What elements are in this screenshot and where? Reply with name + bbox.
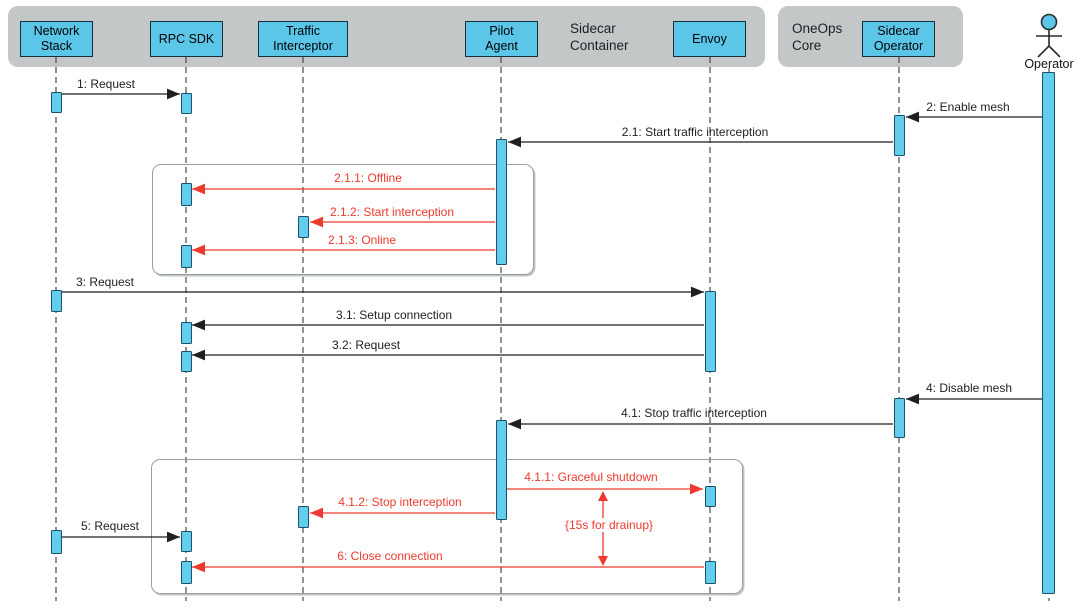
message-label-4: 4: Disable mesh — [925, 381, 1013, 395]
participant-box-sidecar-operator — [862, 21, 935, 57]
message-label-2.1.2: 2.1.2: Start interception — [329, 205, 455, 219]
activation-bar-rpc-sdk — [181, 351, 192, 372]
message-label-1: 1: Request — [76, 77, 136, 91]
participant-label-line: Sidecar — [877, 24, 920, 38]
activation-bar-rpc-sdk — [181, 322, 192, 344]
activation-bar-rpc-sdk — [181, 531, 192, 552]
message-label-3: 3: Request — [75, 275, 135, 289]
actor-head — [1042, 15, 1057, 30]
actor-label-operator: Operator — [1024, 57, 1074, 71]
participant-label-line: Stack — [40, 39, 73, 53]
participant-box-network-stack — [20, 21, 93, 57]
activation-bar-rpc-sdk — [181, 183, 192, 206]
duration-constraint-label: {15s for drainup} — [562, 518, 656, 532]
activation-bar-envoy — [705, 291, 716, 372]
participant-label-line: Interceptor — [273, 39, 333, 53]
activation-bar-pilot-agent — [496, 139, 507, 265]
group-sidecar-container — [8, 6, 765, 67]
participant-label-line: Operator — [873, 39, 924, 53]
activation-bar-network-stack — [51, 290, 62, 312]
activation-bar-rpc-sdk — [181, 93, 192, 114]
group-label-line: OneOps — [792, 21, 843, 36]
participant-label-line: Envoy — [692, 31, 727, 46]
participant-label-line: Pilot — [489, 24, 514, 38]
participant-label-line: Network — [33, 24, 80, 38]
message-label-2.1.1: 2.1.1: Offline — [334, 171, 402, 185]
participant-label-line: Agent — [485, 39, 518, 53]
participant-box-traffic-interceptor — [258, 21, 348, 57]
message-label-2.1: 2.1: Start traffic interception — [621, 125, 769, 139]
actor-leg-right — [1049, 46, 1060, 57]
participant-box-rpc-sdk — [150, 21, 223, 57]
message-label-4.1: 4.1: Stop traffic interception — [621, 406, 767, 420]
message-label-5: 5: Request — [80, 519, 140, 533]
message-label-6: 6: Close connection — [337, 549, 443, 563]
activation-bar-traffic-interceptor — [298, 506, 309, 528]
activation-bar-network-stack — [51, 92, 62, 113]
activation-bar-envoy — [705, 486, 716, 507]
actor-operator-icon — [1036, 15, 1062, 58]
activation-bar-pilot-agent — [496, 420, 507, 520]
message-label-3.1: 3.1: Setup connection — [335, 308, 453, 322]
participant-box-envoy — [673, 21, 746, 57]
activation-bar-rpc-sdk — [181, 245, 192, 268]
activation-bar-envoy — [705, 561, 716, 584]
participant-label-line: Traffic — [285, 24, 321, 38]
message-label-4.1.2: 4.1.2: Stop interception — [338, 495, 462, 509]
activation-bar-sidecar-operator — [894, 115, 905, 156]
group-label-line: Sidecar — [570, 21, 616, 36]
group-label-oneops-core — [792, 20, 842, 55]
group-label-line: Core — [792, 38, 822, 54]
group-label-sidecar-container — [570, 20, 629, 55]
activation-bar-sidecar-operator — [894, 398, 905, 438]
message-label-2.1.3: 2.1.3: Online — [327, 233, 397, 247]
activation-bar-rpc-sdk — [181, 561, 192, 584]
activation-bar-network-stack — [51, 530, 62, 554]
participant-label-line: RPC SDK — [158, 31, 215, 46]
message-label-2: 2: Enable mesh — [926, 100, 1010, 114]
actor-leg-left — [1038, 46, 1049, 57]
group-label-line: Container — [570, 38, 629, 54]
message-label-3.2: 3.2: Request — [331, 338, 401, 352]
activation-bar-operator — [1042, 72, 1055, 594]
participant-box-pilot-agent — [465, 21, 538, 57]
activation-bar-traffic-interceptor — [298, 216, 309, 238]
message-label-4.1.1: 4.1.1: Graceful shutdown — [524, 470, 658, 484]
